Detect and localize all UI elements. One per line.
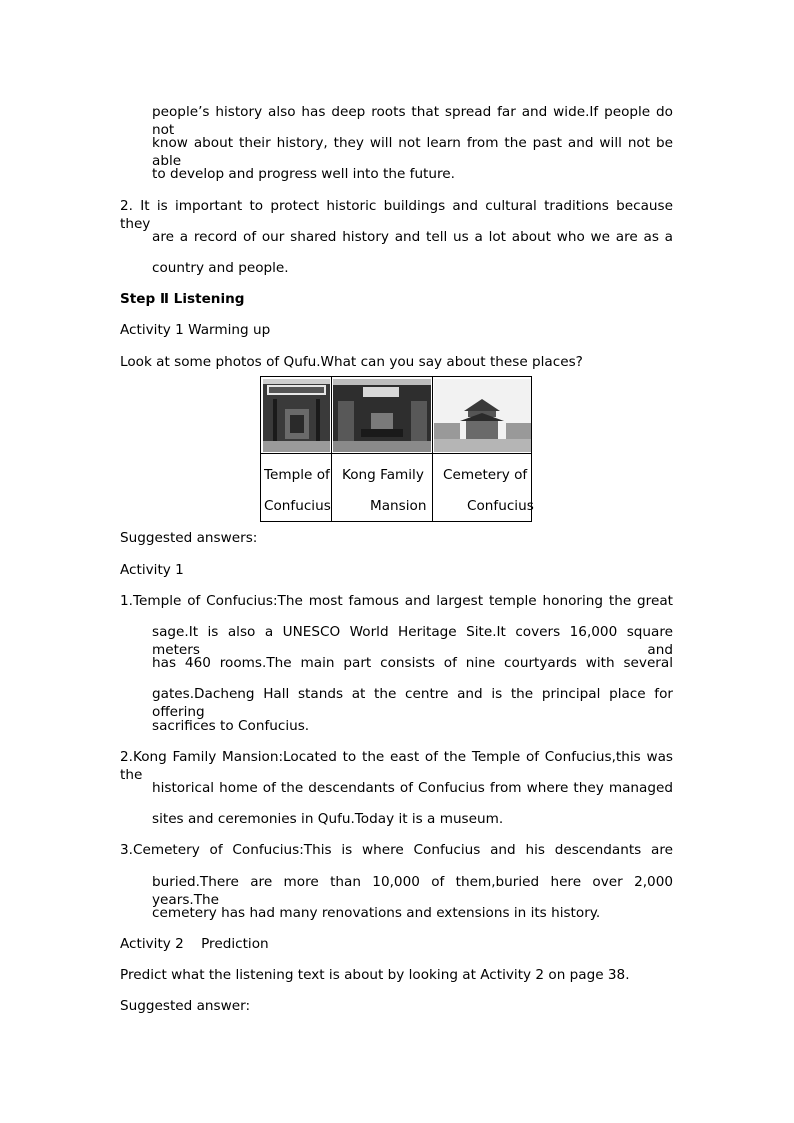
answer1-line-5: sacrifices to Confucius. [152,718,310,734]
caption-temple-line1: Temple of [264,467,330,483]
caption-temple-line2: Confucius [264,498,331,514]
mansion-photo [333,379,431,452]
point2-line-3: country and people. [152,260,289,276]
answer3-line-1: 3.Cemetery of Confucius:This is where Confucius and his descendants are [120,842,673,858]
caption-cemetery-line1: Cemetery of [443,467,528,483]
cemetery-photo [434,379,531,452]
intro-line-1: people’s history also has deep roots that spread far and wide.If people do not [152,104,673,138]
answer2-line-2: historical home of the descendants of Confucius from where they managed [152,780,673,796]
activity1-prompt: Look at some photos of Qufu.What can you say about these places? [120,354,583,370]
answer1-line-4: gates.Dacheng Hall stands at the centre and is the principal place for offering [152,686,673,720]
answer1-line-3: has 460 rooms.The main part consists of nine courtyards with several [152,655,673,671]
caption-cemetery-line2: Confucius [467,498,534,514]
answer2-line-1: 2.Kong Family Mansion:Located to the east of the Temple of Confucius,this was the [120,749,673,783]
suggested-answer-label: Suggested answer: [120,998,251,1014]
intro-line-3: to develop and progress well into the future. [152,166,455,182]
step2-heading: Step Ⅱ Listening [120,291,245,307]
answer2-line-3: sites and ceremonies in Qufu.Today it is a museum. [152,811,504,827]
caption-mansion-line1: Kong Family [342,467,424,483]
point2-line-1: 2. It is important to protect historic buildings and cultural traditions because they [120,198,673,232]
activity2-title: Activity 2 Prediction [120,936,269,952]
activity2-prompt: Predict what the listening text is about by looking at Activity 2 on page 38. [120,967,630,983]
point2-line-2: are a record of our shared history and tell us a lot about who we are as a [152,229,673,245]
caption-mansion-line2: Mansion [370,498,427,514]
activity1-title: Activity 1 Warming up [120,322,271,338]
activity1-label: Activity 1 [120,562,184,578]
answer1-line-1: 1.Temple of Confucius:The most famous and largest temple honoring the great [120,593,673,609]
suggested-answers-label: Suggested answers: [120,530,258,546]
intro-line-2: know about their history, they will not learn from the past and will not be able [152,135,673,169]
answer3-line-3: cemetery has had many renovations and extensions in its history. [152,905,601,921]
photo-table [260,376,532,522]
answer1-line-2: sage.It is also a UNESCO World Heritage Site.It covers 16,000 square meters and [152,624,673,658]
temple-photo [263,379,330,452]
answer3-line-2: buried.There are more than 10,000 of them,buried here over 2,000 years.The [152,874,673,908]
